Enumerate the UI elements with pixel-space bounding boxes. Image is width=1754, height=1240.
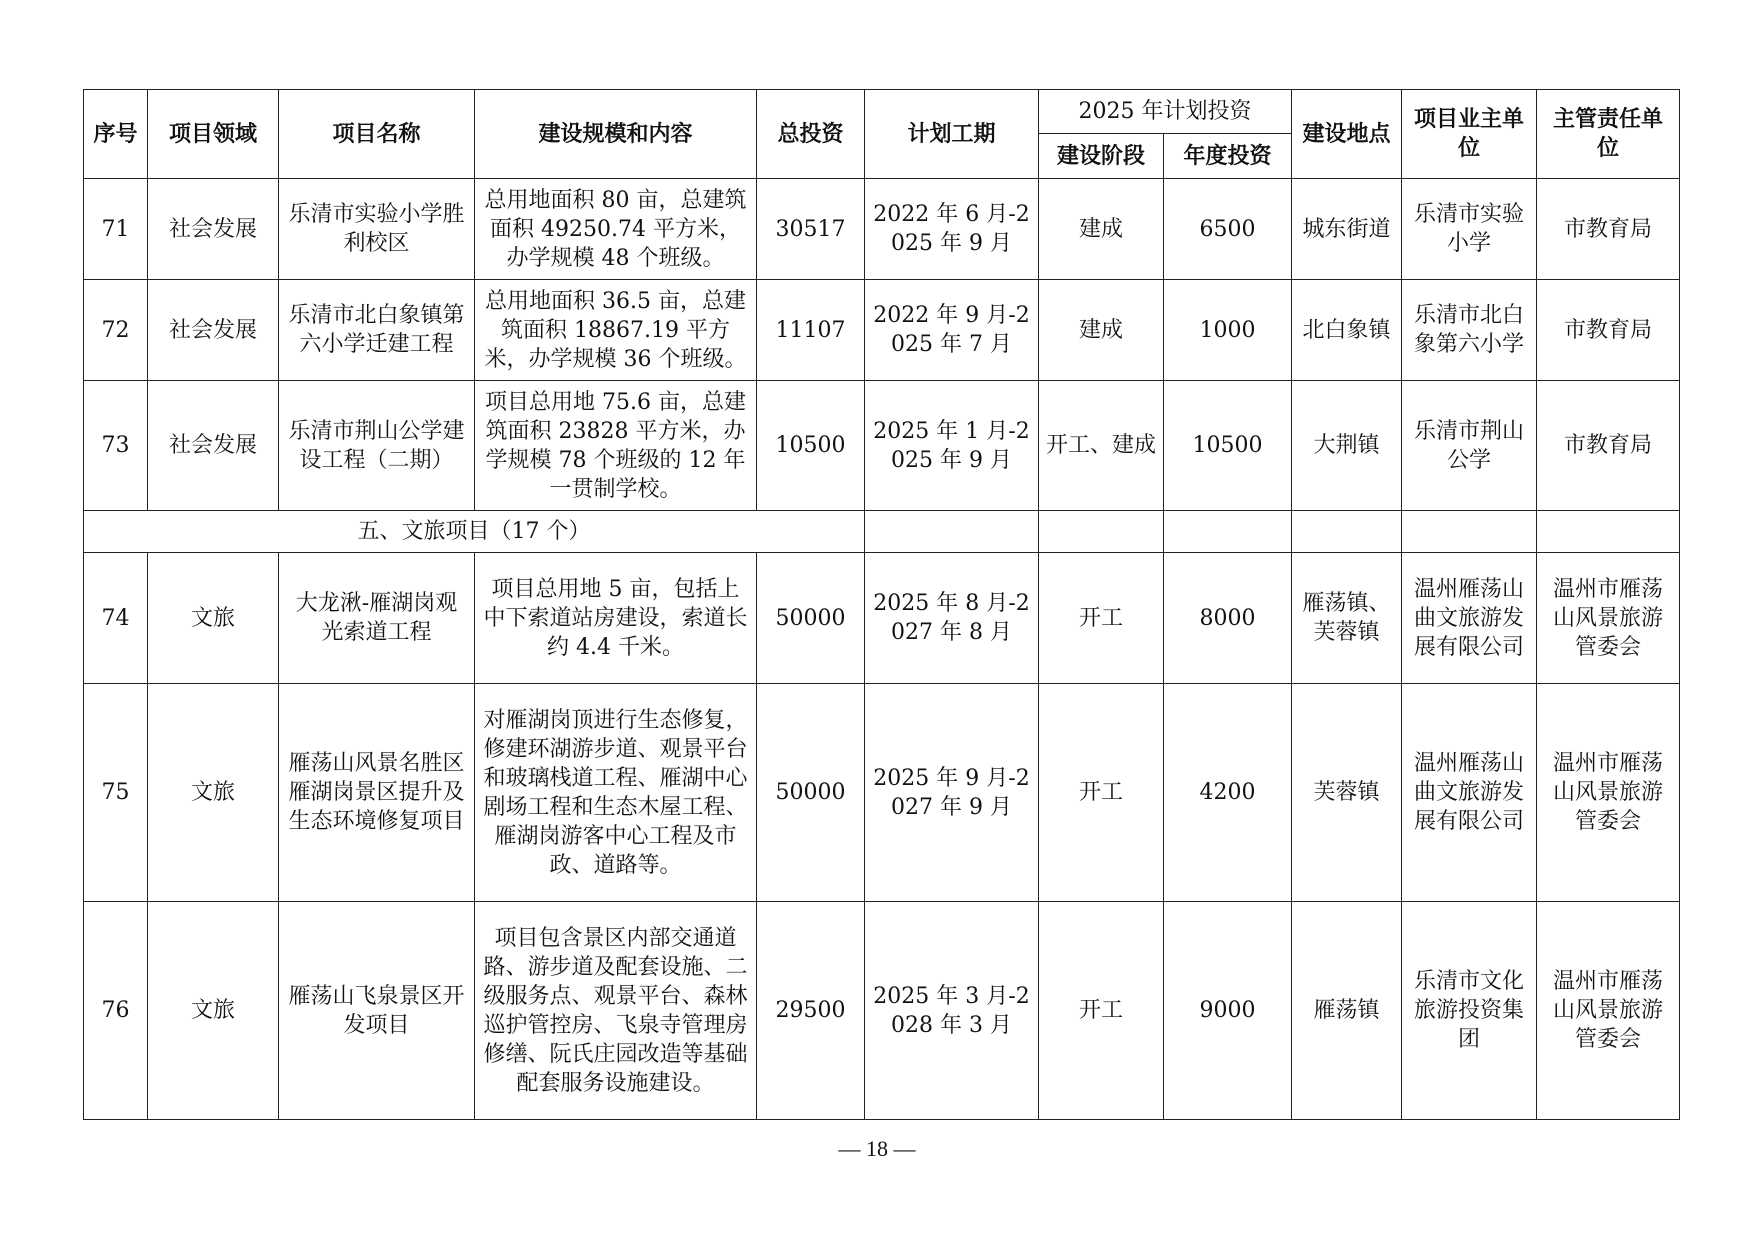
cell-name: 乐清市荆山公学建设工程（二期） [279,381,475,511]
header-name: 项目名称 [279,90,475,179]
header-location: 建设地点 [1292,90,1402,179]
cell-location: 芙蓉镇 [1292,684,1402,902]
cell-total: 10500 [757,381,865,511]
header-stage: 建设阶段 [1039,134,1164,179]
cell-field: 社会发展 [148,280,279,381]
cell-annual: 1000 [1164,280,1292,381]
cell-period: 2022 年 6 月-2025 年 9 月 [865,179,1039,280]
cell-stage: 开工 [1039,902,1164,1120]
header-annual: 年度投资 [1164,134,1292,179]
cell-period: 2025 年 8 月-2027 年 8 月 [865,553,1039,684]
cell-location: 雁荡镇、芙蓉镇 [1292,553,1402,684]
table-row [84,280,1680,381]
cell-field: 文旅 [148,553,279,684]
cell-stage: 开工 [1039,684,1164,902]
cell-scale: 项目总用地 75.6 亩，总建筑面积 23828 平方米，办学规模 78 个班级的 12 年一贯制学校。 [475,381,757,511]
cell-authority: 市教育局 [1537,179,1680,280]
page-number: — 18 — [838,1136,916,1161]
cell-stage: 建成 [1039,280,1164,381]
cell-owner: 温州雁荡山曲文旅游发展有限公司 [1402,684,1537,902]
cell-seq: 72 [84,280,148,381]
header-period: 计划工期 [865,90,1039,179]
cell-name: 雁荡山飞泉景区开发项目 [279,902,475,1120]
section-title: 五、文旅项目（17 个） [84,511,865,553]
table-row [84,684,1680,902]
cell-period: 2025 年 1 月-2025 年 9 月 [865,381,1039,511]
cell-name: 乐清市北白象镇第六小学迁建工程 [279,280,475,381]
cell-location: 大荆镇 [1292,381,1402,511]
header-seq: 序号 [84,90,148,179]
table-header [84,90,1680,179]
cell-field: 社会发展 [148,179,279,280]
cell-seq: 74 [84,553,148,684]
cell-authority: 温州市雁荡山风景旅游管委会 [1537,553,1680,684]
cell-stage: 建成 [1039,179,1164,280]
cell-name: 雁荡山风景名胜区雁湖岗景区提升及生态环境修复项目 [279,684,475,902]
cell-annual: 6500 [1164,179,1292,280]
header-plan-group: 2025 年计划投资 [1039,90,1292,134]
table-row [84,902,1680,1120]
cell-scale: 项目包含景区内部交通道路、游步道及配套设施、二级服务点、观景平台、森林巡护管控房、飞泉寺管理房修缮、阮氏庄园改造等基础配套服务设施建设。 [475,902,757,1120]
table-row [84,381,1680,511]
cell-name: 大龙湫-雁湖岗观光索道工程 [279,553,475,684]
cell-period: 2025 年 9 月-2027 年 9 月 [865,684,1039,902]
cell-authority: 市教育局 [1537,381,1680,511]
cell-total: 30517 [757,179,865,280]
cell-owner: 乐清市文化旅游投资集团 [1402,902,1537,1120]
header-scale: 建设规模和内容 [475,90,757,179]
cell-annual: 4200 [1164,684,1292,902]
cell-total: 50000 [757,684,865,902]
cell-seq: 71 [84,179,148,280]
header-authority: 主管责任单位 [1537,90,1680,179]
cell-period: 2025 年 3 月-2028 年 3 月 [865,902,1039,1120]
cell-period: 2022 年 9 月-2025 年 7 月 [865,280,1039,381]
table-row [84,179,1680,280]
table-body [84,179,1680,1120]
cell-authority: 市教育局 [1537,280,1680,381]
cell-seq: 76 [84,902,148,1120]
cell-location: 城东街道 [1292,179,1402,280]
cell-location: 雁荡镇 [1292,902,1402,1120]
header-owner: 项目业主单位 [1402,90,1537,179]
cell-scale: 总用地面积 80 亩，总建筑面积 49250.74 平方米，办学规模 48 个班级。 [475,179,757,280]
table-row [84,553,1680,684]
cell-authority: 温州市雁荡山风景旅游管委会 [1537,684,1680,902]
cell-seq: 73 [84,381,148,511]
cell-total: 29500 [757,902,865,1120]
cell-annual: 9000 [1164,902,1292,1120]
cell-annual: 8000 [1164,553,1292,684]
cell-field: 社会发展 [148,381,279,511]
cell-scale: 对雁湖岗顶进行生态修复，修建环湖游步道、观景平台和玻璃栈道工程、雁湖中心剧场工程和生态木屋工程、雁湖岗游客中心工程及市政、道路等。 [475,684,757,902]
cell-location: 北白象镇 [1292,280,1402,381]
header-total: 总投资 [757,90,865,179]
cell-seq: 75 [84,684,148,902]
cell-stage: 开工 [1039,553,1164,684]
cell-scale: 项目总用地 5 亩，包括上中下索道站房建设，索道长约 4.4 千米。 [475,553,757,684]
cell-owner: 乐清市荆山公学 [1402,381,1537,511]
cell-annual: 10500 [1164,381,1292,511]
cell-scale: 总用地面积 36.5 亩，总建筑面积 18867.19 平方米，办学规模 36 个班级。 [475,280,757,381]
cell-field: 文旅 [148,902,279,1120]
cell-owner: 乐清市实验小学 [1402,179,1537,280]
cell-field: 文旅 [148,684,279,902]
cell-owner: 温州雁荡山曲文旅游发展有限公司 [1402,553,1537,684]
section-row [84,511,1680,553]
header-field: 项目领域 [148,90,279,179]
cell-stage: 开工、建成 [1039,381,1164,511]
cell-total: 50000 [757,553,865,684]
cell-owner: 乐清市北白象第六小学 [1402,280,1537,381]
cell-authority: 温州市雁荡山风景旅游管委会 [1537,902,1680,1120]
cell-total: 11107 [757,280,865,381]
cell-name: 乐清市实验小学胜利校区 [279,179,475,280]
project-table [83,89,1680,1120]
